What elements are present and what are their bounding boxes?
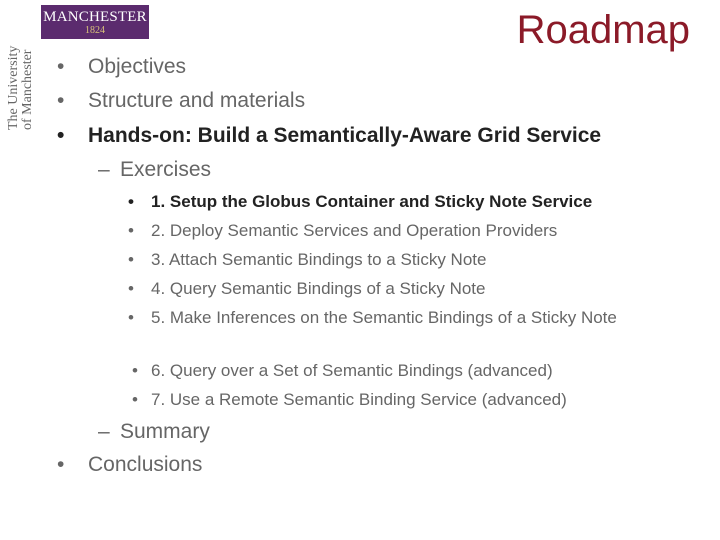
bullet-dot: • (57, 124, 65, 147)
bullet-conclusions: Conclusions (88, 453, 203, 476)
side-text-line-1: The University (6, 45, 21, 130)
dash-marker: – (98, 420, 110, 443)
bullet-dot: • (128, 221, 134, 240)
bullet-dot: • (132, 390, 138, 409)
exercise-item-1: 1. Setup the Globus Container and Sticky Note Service (151, 192, 593, 211)
bullet-dot: • (57, 55, 65, 78)
exercise-item-5: 5. Make Inferences on the Semantic Bindings of a Sticky Note (151, 308, 617, 327)
university-logo (41, 5, 149, 39)
dash-marker: – (98, 158, 110, 181)
bullet-dot: • (57, 89, 65, 112)
logo-year: 1824 (85, 25, 105, 36)
bullet-dot: • (57, 453, 65, 476)
exercise-item-3: 3. Attach Semantic Bindings to a Sticky Note (151, 250, 487, 269)
university-side-text (7, 10, 43, 130)
bullet-dot: • (128, 308, 134, 327)
side-text-line-2: of Manchester (20, 49, 35, 130)
exercise-item-7: 7. Use a Remote Semantic Binding Service (advanced) (151, 390, 567, 409)
bullet-objectives: Objectives (88, 55, 187, 78)
exercise-item-4: 4. Query Semantic Bindings of a Sticky Note (151, 279, 486, 298)
exercise-item-2: 2. Deploy Semantic Services and Operation Providers (151, 221, 558, 240)
bullet-dot: • (128, 250, 134, 269)
sub-exercises: Exercises (120, 158, 212, 181)
bullet-structure: Structure and materials (88, 89, 306, 112)
slide-title: Roadmap (516, 8, 690, 52)
bullet-handson: Hands-on: Build a Semantically-Aware Grid Service (88, 124, 602, 147)
bullet-dot: • (128, 279, 134, 298)
logo-wordmark: MANCHESTER (43, 9, 147, 25)
exercise-item-6: 6. Query over a Set of Semantic Bindings (advanced) (151, 361, 553, 380)
bullet-dot: • (132, 361, 138, 380)
bullet-dot: • (128, 192, 134, 211)
sub-summary: Summary (120, 420, 210, 443)
